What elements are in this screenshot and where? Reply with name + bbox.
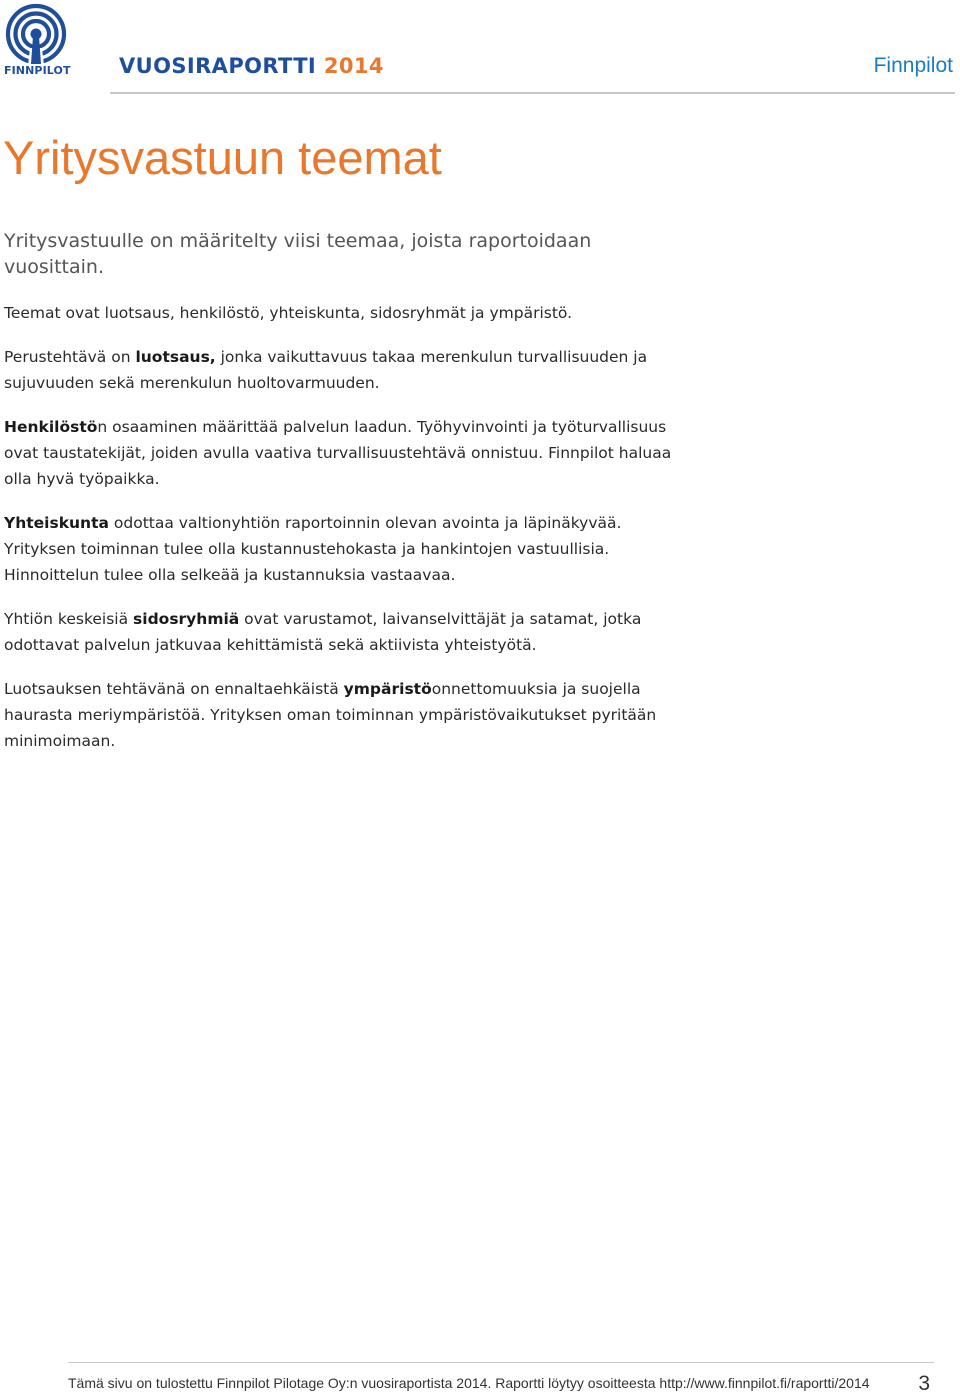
sidosryhmat-post: ovat varustamot, laivanselvittäjät ja satamat, jotka odottavat palvelun jatkuvaa kehittämistä sekä aktiivista yhteistyötä.: [4, 610, 642, 654]
luotsaus-paragraph: [4, 344, 694, 396]
header-divider: [110, 92, 955, 94]
lead-paragraph: Yritysvastuulle on määritelty viisi teemaa, joista raportoidaan vuosittain.: [4, 230, 592, 278]
themes-intro-paragraph: Teemat ovat luotsaus, henkilöstö, yhteiskunta, sidosryhmät ja ympäristö.: [4, 304, 573, 322]
page-number: 3: [918, 1372, 930, 1395]
footer-divider: [68, 1362, 934, 1363]
logo-wordmark: FINNPILOT: [4, 64, 71, 77]
page-title: Yritysvastuun teemat: [3, 131, 442, 184]
ymparisto-post: onnettomuuksia ja suojella haurasta meriympäristöä. Yrityksen oman toiminnan ympäristövaikutukset pyritään minimoimaan.: [4, 680, 657, 750]
sidosryhmat-pre: Yhtiön keskeisiä: [4, 610, 134, 628]
main-content: [4, 228, 694, 772]
henkilosto-keyword: Henkilöstö: [4, 418, 98, 436]
henkilosto-paragraph: [4, 414, 694, 492]
ymparisto-keyword: ympäristö: [343, 680, 432, 698]
brand-link[interactable]: Finnpilot: [873, 54, 953, 77]
luotsaus-post: jonka vaikuttavuus takaa merenkulun turvallisuuden ja sujuvuuden sekä merenkulun huoltovarmuuden.: [4, 348, 648, 392]
yhteiskunta-paragraph: [4, 510, 694, 588]
report-title-word: VUOSIRAPORTTI: [119, 54, 317, 78]
footer-note: Tämä sivu on tulostettu Finnpilot Pilotage Oy:n vuosiraportista 2014. Raportti löytyy osoitteesta http://www.finnpilot.fi/raportti/2014: [68, 1375, 870, 1391]
report-title-year: 2014: [323, 54, 384, 78]
sidosryhmat-paragraph: [4, 606, 694, 658]
radar-rings-icon: [4, 2, 68, 66]
yhteiskunta-keyword: Yhteiskunta: [4, 514, 109, 532]
ymparisto-paragraph: [4, 676, 694, 754]
sidosryhmat-keyword: sidosryhmiä: [133, 610, 240, 628]
page-header: [0, 0, 960, 96]
report-title: [119, 54, 384, 78]
yhteiskunta-post: odottaa valtionyhtiön raportoinnin olevan avointa ja läpinäkyvää. Yrityksen toiminnan tulee olla kustannustehokasta ja hankintojen vastuullisia. Hinnoittelun tulee olla selkeää ja kustannuksia vastaavaa.: [4, 514, 622, 584]
luotsaus-keyword: luotsaus,: [135, 348, 216, 366]
ymparisto-pre: Luotsauksen tehtävänä on ennaltaehkäistä: [4, 680, 344, 698]
henkilosto-post: n osaaminen määrittää palvelun laadun. Työhyvinvointi ja työturvallisuus ovat taustatekijät, joiden avulla vaativa turvallisuustehtävä onnistuu. Finnpilot haluaa olla hyvä työpaikka.: [4, 418, 672, 488]
luotsaus-pre: Perustehtävä on: [4, 348, 136, 366]
